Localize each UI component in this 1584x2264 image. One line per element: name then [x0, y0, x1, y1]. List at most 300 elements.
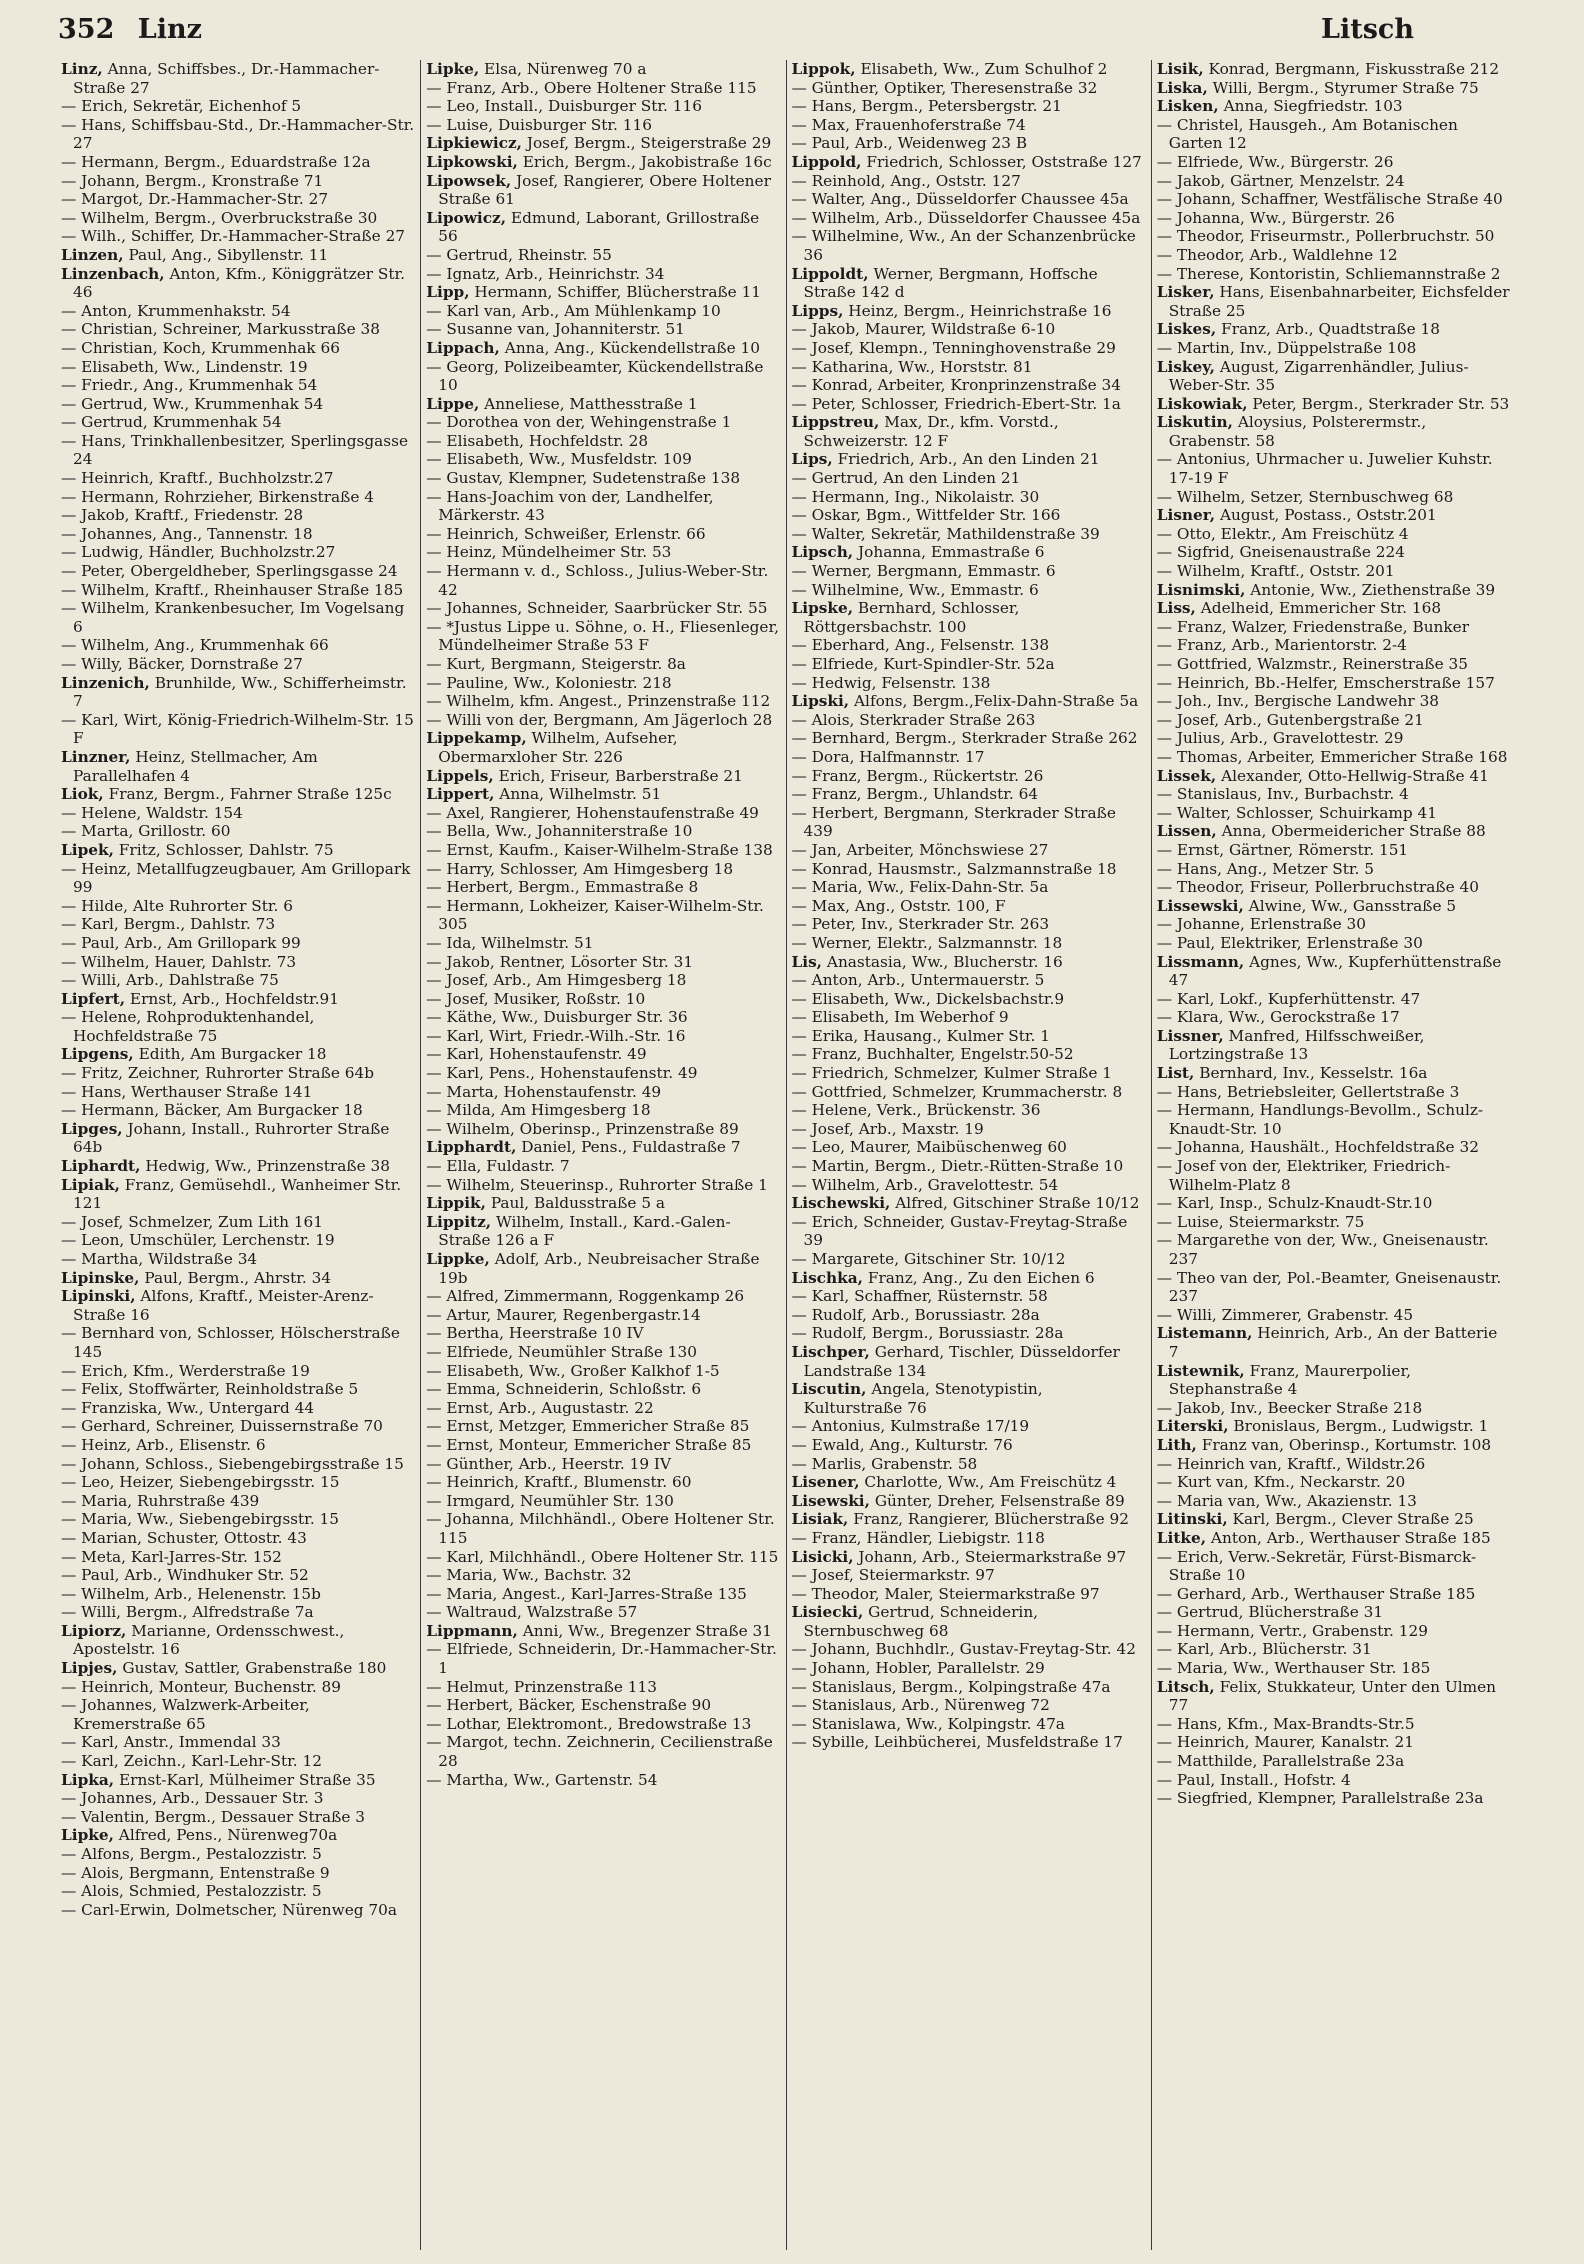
entry-surname: Liscutin, — [791, 1380, 867, 1399]
entry-details: — Paul, Install., Hofstr. 4 — [1156, 1770, 1351, 1789]
entry-details: August, Postass., Oststr.201 — [1219, 506, 1437, 525]
directory-entry — [792, 636, 1146, 655]
entry-details: — Maria, Ww., Siebengebirgsstr. 15 — [61, 1510, 340, 1529]
directory-entry — [1157, 1008, 1511, 1027]
entry-details: Gerhard, Tischler, Düsseldorfer Landstraße 134 — [803, 1342, 1120, 1380]
entry-surname: Lis, — [791, 952, 823, 971]
directory-entry — [426, 1306, 780, 1325]
entry-surname: Lisik, — [1156, 60, 1204, 78]
entry-surname: Lissner, — [1156, 1026, 1224, 1045]
directory-entry — [1157, 320, 1511, 339]
directory-entry — [426, 432, 780, 451]
entry-details: — Johann, Bergm., Kronstraße 71 — [61, 171, 324, 190]
entry-details: — Susanne van, Johanniterstr. 51 — [426, 320, 685, 339]
entry-details: Gertrud, Schneiderin, Sternbuschweg 68 — [803, 1603, 1039, 1640]
directory-entry — [61, 599, 415, 636]
entry-details: — Josef, Schmelzer, Zum Lith 161 — [61, 1212, 324, 1231]
directory-entry — [792, 971, 1146, 990]
entry-details: — Elfriede, Ww., Bürgerstr. 26 — [1156, 152, 1394, 171]
directory-entry — [61, 469, 415, 488]
directory-entry — [426, 1343, 780, 1362]
entry-details: — Johanna, Milchhändl., Obere Holtener Str. 115 — [426, 1510, 775, 1547]
directory-entry — [61, 1045, 415, 1064]
entry-details: Edmund, Laborant, Grillostraße 56 — [438, 208, 760, 246]
directory-entry — [426, 1733, 780, 1770]
directory-entry — [1157, 339, 1511, 358]
entry-details: Bernhard, Schlosser, Röttgersbachstr. 100 — [803, 599, 1020, 636]
directory-entry — [61, 1380, 415, 1399]
directory-entry — [1157, 934, 1511, 953]
entry-details: — Stanislawa, Ww., Kolpingstr. 47a — [791, 1714, 1065, 1733]
entry-details: Erich, Bergm., Jakobistraße 16c — [522, 152, 772, 171]
entry-details: — Karl, Wirt, König-Friedrich-Wilhelm-Str. 15 F — [61, 710, 414, 748]
entry-surname: Lischka, — [791, 1268, 863, 1287]
entry-details: Willi, Bergm., Styrumer Straße 75 — [1212, 78, 1479, 97]
directory-entry — [1157, 1194, 1511, 1213]
entry-details: — Ella, Fuldastr. 7 — [426, 1157, 570, 1176]
entry-details: — Ernst, Monteur, Emmericher Straße 85 — [426, 1435, 752, 1454]
entry-details: — Ernst, Gärtner, Römerstr. 151 — [1156, 840, 1409, 859]
entry-details: — *Justus Lippe u. Söhne, o. H., Fliesenleger, Mündelheimer Straße 53 F — [426, 617, 779, 655]
entry-details: — Wilh., Schiffer, Dr.-Hammacher-Straße 27 — [61, 227, 406, 246]
entry-details: — Gertrud, An den Linden 21 — [791, 469, 1021, 488]
entry-details: Anni, Ww., Bregenzer Straße 31 — [522, 1621, 772, 1640]
entry-details: — Alois, Schmied, Pestalozzistr. 5 — [61, 1882, 322, 1901]
directory-entry — [792, 60, 1146, 79]
directory-entry — [792, 1492, 1146, 1511]
entry-details: — Kurt, Bergmann, Steigerstr. 8a — [426, 655, 686, 673]
entry-details: Anna, Obermeidericher Straße 88 — [1221, 822, 1486, 841]
entry-surname: Lipkowski, — [426, 152, 518, 171]
directory-entry — [61, 897, 415, 916]
entry-details: — Gustav, Klempner, Sudetenstraße 138 — [426, 469, 741, 488]
directory-entry — [1157, 1659, 1511, 1678]
entry-details: — Josef, Steiermarkstr. 97 — [791, 1566, 995, 1585]
entry-details: — Josef, Arb., Gutenbergstraße 21 — [1156, 710, 1424, 729]
entry-surname: Lipges, — [61, 1119, 123, 1138]
entry-details: — Heinrich, Maurer, Kanalstr. 21 — [1156, 1733, 1414, 1752]
directory-entry — [61, 1269, 415, 1288]
entry-details: — Herbert, Bergmann, Sterkrader Straße 439 — [791, 803, 1116, 841]
entry-details: Ernst-Karl, Mülheimer Straße 35 — [118, 1770, 376, 1789]
entry-details: — Karl, Anstr., Immendal 33 — [61, 1733, 281, 1752]
entry-details: Franz, Maurerpolier, Stephanstraße 4 — [1168, 1361, 1411, 1399]
entry-details: Angela, Stenotypistin, Kulturstraße 76 — [803, 1380, 1043, 1417]
entry-details: — Jakob, Rentner, Lösorter Str. 31 — [426, 952, 694, 971]
directory-entry — [792, 1306, 1146, 1325]
entry-details: — Wilhelmine, Ww., An der Schanzenbrücke 36 — [791, 227, 1136, 264]
entry-details: — Hilde, Alte Ruhrorter Str. 6 — [61, 896, 293, 915]
entry-details: Elisabeth, Ww., Zum Schulhof 2 — [860, 60, 1108, 78]
directory-entry — [792, 395, 1146, 414]
directory-entry — [61, 320, 415, 339]
directory-entry — [61, 1548, 415, 1567]
directory-entry — [792, 1324, 1146, 1343]
directory-entry — [1157, 265, 1511, 284]
directory-entry — [61, 674, 415, 711]
entry-surname: Lipgens, — [61, 1045, 134, 1064]
entry-details: — Martha, Ww., Gartenstr. 54 — [426, 1770, 658, 1789]
directory-entry — [426, 339, 780, 358]
directory-entry — [1157, 358, 1511, 395]
entry-details: — Johannes, Schneider, Saarbrücker Str. 55 — [426, 599, 768, 618]
entry-details: — Wilhelm, Kraftf., Rheinhauser Straße 185 — [61, 580, 404, 599]
entry-details: Anneliese, Matthesstraße 1 — [484, 394, 698, 413]
directory-entry — [426, 841, 780, 860]
entry-details: Johanna, Emmastraße 6 — [858, 543, 1045, 562]
directory-entry — [1157, 395, 1511, 414]
directory-entry — [426, 860, 780, 879]
entry-surname: Lischper, — [791, 1342, 870, 1361]
entry-details: — Hedwig, Felsenstr. 138 — [791, 673, 991, 692]
entry-details: Alexander, Otto-Hellwig-Straße 41 — [1221, 766, 1489, 785]
directory-entry — [426, 655, 780, 674]
entry-surname: Lippik, — [426, 1194, 486, 1213]
entry-details: — Johann, Hobler, Parallelstr. 29 — [791, 1659, 1045, 1678]
directory-entry — [61, 265, 415, 302]
entry-details: — Wilhelm, Bergm., Overbruckstraße 30 — [61, 208, 378, 227]
entry-details: — Willy, Bäcker, Dornstraße 27 — [61, 655, 303, 673]
directory-entry — [1157, 1548, 1511, 1585]
entry-details: Franz, Ang., Zu den Eichen 6 — [867, 1268, 1095, 1287]
entry-details: — Therese, Kontoristin, Schliemannstraße 2 — [1156, 264, 1501, 283]
directory-entry — [426, 1194, 780, 1213]
directory-entry — [1157, 488, 1511, 507]
directory-entry — [61, 1696, 415, 1733]
directory-entry — [1157, 841, 1511, 860]
directory-entry — [1157, 227, 1511, 246]
entry-details: Daniel, Pens., Fuldastraße 7 — [521, 1138, 741, 1157]
entry-details: — Maria van, Ww., Akazienstr. 13 — [1156, 1491, 1417, 1510]
directory-entry — [426, 1064, 780, 1083]
entry-details: — Werner, Bergmann, Emmastr. 6 — [791, 562, 1056, 581]
entry-details: — Karl, Bergm., Dahlstr. 73 — [61, 915, 276, 934]
directory-entry — [61, 1845, 415, 1864]
header-left — [58, 14, 216, 45]
entry-details: — Wilhelmine, Ww., Emmastr. 6 — [791, 580, 1039, 599]
entry-surname: Liskey, — [1156, 357, 1216, 376]
entry-details: — Martha, Wildstraße 34 — [61, 1250, 258, 1268]
directory-entry — [61, 1083, 415, 1102]
directory-entry — [792, 265, 1146, 302]
entry-details: — Heinrich, Bb.-Helfer, Emscherstraße 157 — [1156, 673, 1495, 692]
directory-entry — [1157, 1678, 1511, 1715]
entry-details: Alwine, Ww., Gansstraße 5 — [1248, 896, 1457, 915]
entry-details: — Johanna, Ww., Bürgerstr. 26 — [1156, 208, 1395, 227]
entry-details: — Lothar, Elektromont., Bredowstraße 13 — [426, 1714, 752, 1733]
directory-entry — [426, 1455, 780, 1474]
entry-surname: Lisnimski, — [1156, 580, 1246, 599]
directory-entry — [426, 674, 780, 693]
entry-details: — Franz, Buchhalter, Engelstr.50-52 — [791, 1045, 1074, 1064]
entry-details: — Paul, Elektriker, Erlenstraße 30 — [1156, 933, 1423, 952]
directory-entry — [426, 934, 780, 953]
directory-entry — [61, 358, 415, 377]
entry-surname: Lips, — [791, 450, 833, 469]
entry-details: Adelheid, Emmericher Str. 168 — [1200, 599, 1442, 618]
entry-details: — Eberhard, Ang., Felsenstr. 138 — [791, 636, 1050, 655]
directory-entry — [61, 562, 415, 581]
directory-entry — [1157, 1473, 1511, 1492]
entry-details: — Martin, Bergm., Dietr.-Rütten-Straße 10 — [791, 1157, 1124, 1176]
directory-entry — [1157, 1213, 1511, 1232]
directory-entry — [61, 1008, 415, 1045]
entry-details: Felix, Stukkateur, Unter den Ulmen 77 — [1168, 1677, 1497, 1715]
directory-entry — [61, 525, 415, 544]
directory-entry — [792, 1715, 1146, 1734]
directory-entry — [1157, 1529, 1511, 1548]
directory-entry — [61, 1287, 415, 1324]
entry-details: — Bernhard von, Schlosser, Hölscherstraße 145 — [61, 1324, 400, 1361]
entry-details: — Leon, Umschüler, Lerchenstr. 19 — [61, 1231, 335, 1250]
entry-details: — Karl, Insp., Schulz-Knaudt-Str.10 — [1156, 1194, 1433, 1213]
directory-entry — [426, 209, 780, 246]
directory-entry — [792, 339, 1146, 358]
entry-details: Wilhelm, Install., Kard.-Galen-Straße 126 a F — [438, 1212, 731, 1250]
entry-details: Ernst, Arb., Hochfeldstr.91 — [129, 989, 340, 1008]
entry-details: — Alfons, Bergm., Pestalozzistr. 5 — [61, 1845, 322, 1863]
entry-surname: Lissen, — [1156, 822, 1217, 841]
entry-details: — Werner, Elektr., Salzmannstr. 18 — [791, 933, 1063, 952]
directory-entry — [426, 1324, 780, 1343]
entry-details: — Karl, Zeichn., Karl-Lehr-Str. 12 — [61, 1752, 322, 1771]
entry-details: — Pauline, Ww., Koloniestr. 218 — [426, 673, 672, 692]
entry-details: — Oskar, Bgm., Wittfelder Str. 166 — [791, 506, 1061, 525]
directory-entry — [1157, 1083, 1511, 1102]
directory-entry — [426, 1436, 780, 1455]
entry-details: Heinrich, Arb., An der Batterie 7 — [1168, 1324, 1498, 1361]
directory-entry — [792, 172, 1146, 191]
directory-entry — [426, 1362, 780, 1381]
directory-entry — [1157, 1027, 1511, 1064]
directory-entry — [61, 116, 415, 153]
entry-details: — Wilhelm, Krankenbesucher, Im Vogelsang 6 — [61, 599, 405, 636]
directory-entry — [426, 1771, 780, 1790]
directory-entry — [61, 227, 415, 246]
entry-surname: Lisker, — [1156, 283, 1215, 302]
directory-entry — [792, 1455, 1146, 1474]
entry-details: — Antonius, Uhrmacher u. Juwelier Kuhstr. 17-19 F — [1156, 450, 1493, 488]
directory-entry — [792, 1343, 1146, 1380]
directory-entry — [792, 1585, 1146, 1604]
directory-entry — [426, 1417, 780, 1436]
directory-entry — [792, 469, 1146, 488]
entry-details: — Margot, Dr.-Hammacher-Str. 27 — [61, 190, 329, 209]
directory-entry — [792, 841, 1146, 860]
directory-entry — [426, 1176, 780, 1195]
directory-entry — [792, 1194, 1146, 1213]
entry-details: — Hermann v. d., Schloss., Julius-Weber-Str. 42 — [426, 562, 769, 599]
directory-entry — [426, 320, 780, 339]
entry-surname: Lippmann, — [426, 1621, 518, 1640]
directory-entry — [61, 1120, 415, 1157]
directory-entry — [61, 339, 415, 358]
entry-surname: Lipfert, — [61, 989, 126, 1008]
directory-entry — [792, 1417, 1146, 1436]
directory-entry — [426, 1399, 780, 1418]
entry-details: Franz, Rangierer, Blücherstraße 92 — [853, 1510, 1129, 1529]
entry-details: — Max, Ang., Oststr. 100, F — [791, 896, 1006, 915]
entry-surname: Lipinski, — [61, 1287, 136, 1306]
directory-entry — [426, 878, 780, 897]
directory-entry — [61, 1678, 415, 1697]
directory-entry — [426, 1603, 780, 1622]
entry-details: — Erich, Schneider, Gustav-Freytag-Straße 39 — [791, 1212, 1128, 1250]
directory-entry — [426, 97, 780, 116]
entry-details: — Konrad, Arbeiter, Kronprinzenstraße 34 — [791, 376, 1121, 395]
entry-details: — Gertrud, Krummenhak 54 — [61, 413, 282, 432]
directory-entry — [1157, 1640, 1511, 1659]
entry-details: — Johann, Schloss., Siebengebirgsstraße 15 — [61, 1454, 404, 1473]
directory-entry — [61, 395, 415, 414]
directory-entry — [792, 1510, 1146, 1529]
entry-details: Brunhilde, Ww., Schifferheimstr. 7 — [73, 673, 407, 711]
entry-details: — Hermann, Lokheizer, Kaiser-Wilhelm-Str. 305 — [426, 896, 764, 934]
entry-details: Anastasia, Ww., Blucherstr. 16 — [826, 952, 1063, 971]
entry-details: Aloysius, Polsterermstr., Grabenstr. 58 — [1168, 413, 1427, 450]
entry-details: — Alfred, Zimmermann, Roggenkamp 26 — [426, 1287, 745, 1306]
directory-entry — [61, 1064, 415, 1083]
entry-details: — Walter, Ang., Düsseldorfer Chaussee 45a — [791, 190, 1129, 209]
directory-entry — [426, 971, 780, 990]
entry-details: — Gertrud, Rheinstr. 55 — [426, 245, 612, 264]
entry-details: — Jakob, Gärtner, Menzelstr. 24 — [1156, 171, 1405, 190]
entry-details: — Josef, Arb., Am Himgesberg 18 — [426, 971, 687, 990]
entry-details: — Franz, Händler, Liebigstr. 118 — [791, 1528, 1045, 1547]
entry-surname: Liskowiak, — [1156, 394, 1248, 413]
entry-surname: Lipinske, — [61, 1268, 140, 1287]
entry-details: — Hermann, Bergm., Eduardstraße 12a — [61, 152, 371, 171]
directory-entry — [61, 190, 415, 209]
directory-entry — [61, 302, 415, 321]
directory-entry — [61, 172, 415, 191]
directory-entry — [792, 915, 1146, 934]
entry-details: — Karl, Wirt, Friedr.-Wilh.-Str. 16 — [426, 1026, 686, 1045]
entry-details: — Heinrich, Kraftf., Blumenstr. 60 — [426, 1473, 692, 1492]
entry-details: — Elfriede, Neumühler Straße 130 — [426, 1342, 697, 1361]
directory-entry — [792, 1548, 1146, 1567]
directory-entry — [61, 860, 415, 897]
entry-surname: Lipp, — [426, 283, 470, 302]
directory-entry — [1157, 97, 1511, 116]
entry-details: — Willi, Bergm., Alfredstraße 7a — [61, 1603, 314, 1622]
entry-details: — Karl, Arb., Blücherstr. 31 — [1156, 1640, 1372, 1659]
directory-entry — [426, 1138, 780, 1157]
directory-entry — [61, 432, 415, 469]
entry-details: — Theo van der, Pol.-Beamter, Gneisenaustr. 237 — [1156, 1268, 1502, 1306]
entry-details: — Wilhelm, Steuerinsp., Ruhrorter Straße 1 — [426, 1175, 768, 1194]
entry-details: Antonie, Ww., Ziethenstraße 39 — [1250, 580, 1496, 599]
directory-entry — [1157, 953, 1511, 990]
entry-details: Gustav, Sattler, Grabenstraße 180 — [122, 1659, 387, 1678]
entry-details: — Alois, Sterkrader Straße 263 — [791, 710, 1036, 729]
entry-details: Heinz, Bergm., Heinrichstraße 16 — [848, 301, 1112, 320]
entry-details: — Franz, Arb., Obere Holtener Straße 115 — [426, 78, 757, 97]
entry-surname: Lipiak, — [61, 1175, 120, 1194]
entry-details: Hedwig, Ww., Prinzenstraße 38 — [145, 1157, 390, 1176]
directory-entry — [792, 116, 1146, 135]
entry-details: — Elisabeth, Ww., Musfeldstr. 109 — [426, 450, 692, 469]
directory-entry — [1157, 1715, 1511, 1734]
entry-details: — Wilhelm, Arb., Helenenstr. 15b — [61, 1584, 321, 1603]
directory-entry — [426, 692, 780, 711]
entry-surname: Lippels, — [426, 766, 494, 785]
directory-entry — [426, 153, 780, 172]
directory-entry — [792, 1269, 1146, 1288]
entry-details: — Antonius, Kulmstraße 17/19 — [791, 1417, 1030, 1436]
entry-details: Franz, Bergm., Fahrner Straße 125c — [108, 785, 392, 804]
directory-entry — [61, 748, 415, 785]
directory-entry — [426, 172, 780, 209]
directory-entry — [1157, 283, 1511, 320]
entry-details: — Jan, Arbeiter, Mönchswiese 27 — [791, 840, 1049, 859]
directory-entry — [792, 1027, 1146, 1046]
entry-details: — Max, Frauenhoferstraße 74 — [791, 115, 1026, 134]
entry-surname: Lippok, — [791, 60, 856, 78]
entry-details: — Käthe, Ww., Duisburger Str. 36 — [426, 1008, 688, 1027]
entry-surname: Liskes, — [1156, 320, 1217, 339]
directory-entry — [792, 1659, 1146, 1678]
entry-details: — Gerhard, Arb., Werthauser Straße 185 — [1156, 1584, 1476, 1603]
entry-details: Anna, Schiffsbes., Dr.-Hammacher-Straße 27 — [73, 60, 380, 97]
entry-details: — Ernst, Arb., Augustastr. 22 — [426, 1398, 654, 1417]
entry-details: — Josef von der, Elektriker, Friedrich-Wilhelm-Platz 8 — [1156, 1157, 1451, 1194]
directory-entry — [61, 1789, 415, 1808]
entry-details: Charlotte, Ww., Am Freischütz 4 — [864, 1473, 1117, 1492]
entry-details: Erich, Friseur, Barberstraße 21 — [498, 766, 743, 785]
directory-entry — [426, 711, 780, 730]
directory-entry — [1157, 618, 1511, 637]
entry-surname: Litinski, — [1156, 1510, 1228, 1529]
entry-details: Josef, Bergm., Steigerstraße 29 — [526, 134, 772, 153]
directory-entry — [792, 79, 1146, 98]
directory-entry — [61, 1101, 415, 1120]
directory-entry — [426, 1008, 780, 1027]
directory-entry — [792, 320, 1146, 339]
directory-entry — [61, 655, 415, 674]
directory-entry — [426, 1566, 780, 1585]
directory-entry — [792, 358, 1146, 377]
entry-details: — Herbert, Bäcker, Eschenstraße 90 — [426, 1696, 712, 1715]
entry-details: — Erich, Verw.-Sekretär, Fürst-Bismarck-Straße 10 — [1156, 1547, 1477, 1585]
page-header — [58, 14, 1414, 50]
directory-entry — [1157, 674, 1511, 693]
entry-details: — Theodor, Friseurmstr., Pollerbruchstr. 50 — [1156, 227, 1495, 246]
directory-entry — [1157, 1510, 1511, 1529]
entry-surname: Lipke, — [426, 60, 480, 78]
entry-details: — Leo, Maurer, Maibüschenweg 60 — [791, 1138, 1067, 1157]
entry-details: — Siegfried, Klempner, Parallelstraße 23a — [1156, 1789, 1484, 1808]
entry-details: — Erich, Kfm., Werderstraße 19 — [61, 1361, 310, 1380]
directory-entry — [426, 1473, 780, 1492]
directory-entry — [426, 79, 780, 98]
directory-entry — [61, 581, 415, 600]
entry-details: Peter, Bergm., Sterkrader Str. 53 — [1252, 394, 1510, 413]
entry-details: — Elfriede, Kurt-Spindler-Str. 52a — [791, 655, 1055, 673]
entry-surname: Lisicki, — [791, 1547, 854, 1566]
directory-entry — [61, 97, 415, 116]
entry-details: — Helene, Verk., Brückenstr. 36 — [791, 1101, 1041, 1120]
directory-entry — [792, 1083, 1146, 1102]
column-3 — [787, 60, 1152, 2250]
directory-entry — [426, 302, 780, 321]
entry-details: — Elfriede, Schneiderin, Dr.-Hammacher-Str. 1 — [426, 1640, 777, 1678]
directory-entry — [426, 1287, 780, 1306]
entry-surname: Lisner, — [1156, 506, 1216, 525]
directory-entry — [426, 1213, 780, 1250]
entry-surname: Listemann, — [1156, 1324, 1253, 1343]
entry-details: Bronislaus, Bergm., Ludwigstr. 1 — [1233, 1417, 1489, 1436]
